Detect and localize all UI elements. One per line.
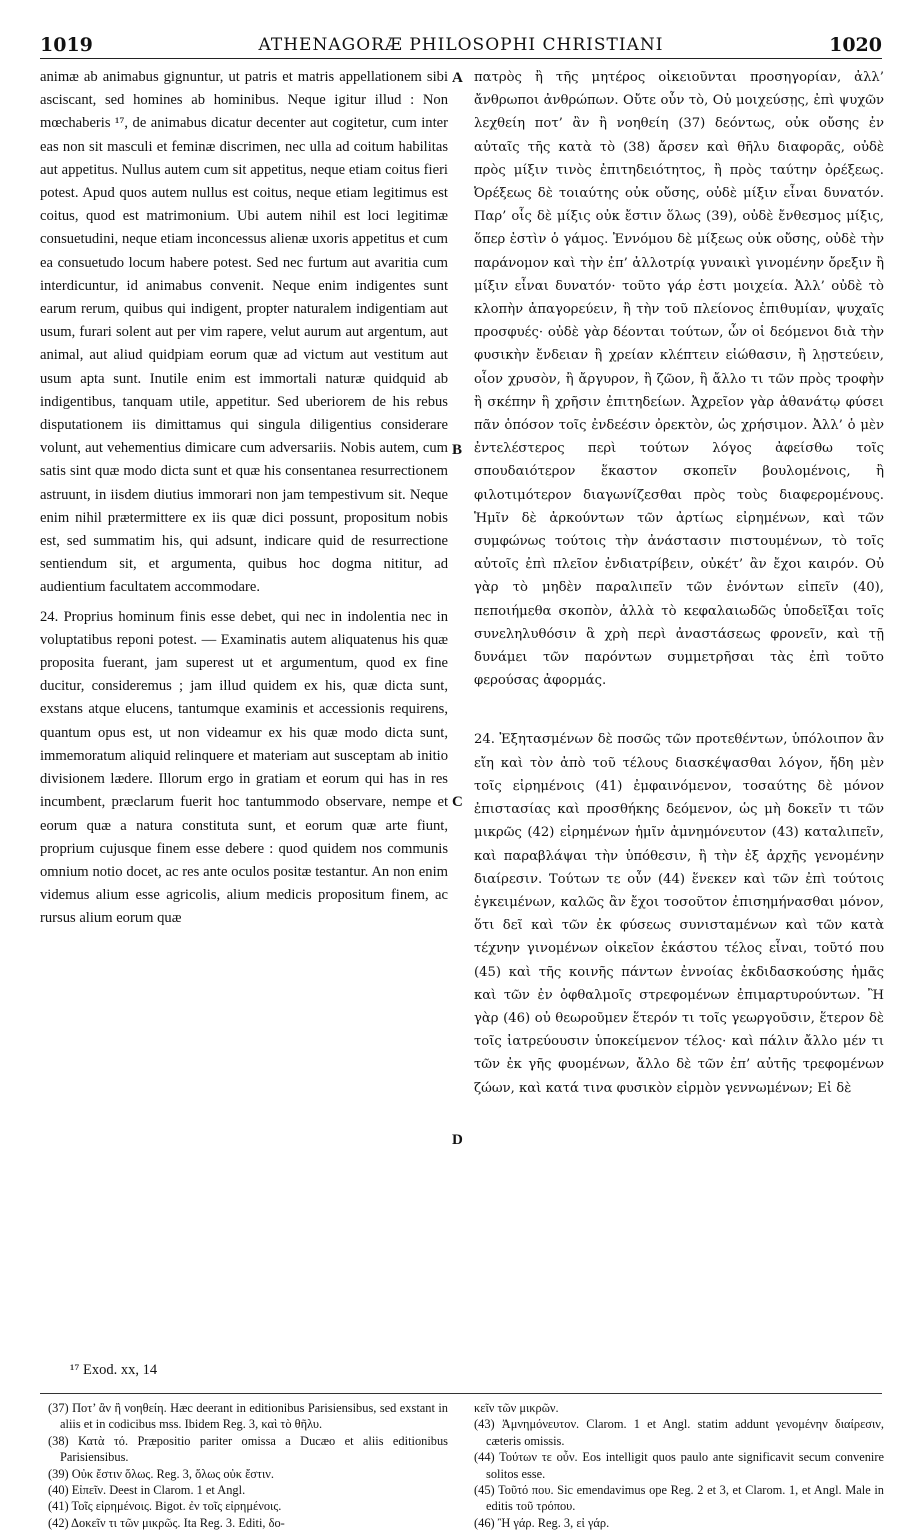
scripture-footnote: ¹⁷ Exod. xx, 14 xyxy=(70,1362,158,1378)
notes-divider xyxy=(40,1393,882,1394)
note-40: (40) Εἰπεῖν. Deest in Clarom. 1 et Angl. xyxy=(48,1483,246,1498)
margin-marker-b: B xyxy=(452,442,463,458)
note-42-continued: κεῖν τῶν μικρῶν. xyxy=(474,1401,559,1415)
note-42: (42) Δοκεῖν τι τῶν μικρῶς. Ita Reg. 3. Editi, δο- xyxy=(48,1515,285,1530)
running-title: ATHENAGORÆ PHILOSOPHI CHRISTIANI xyxy=(258,35,664,55)
greek-paragraph-1: πατρὸς ἢ τῆς μητέρος οἰκειοῦνται προσηγορίαν, ἀλλ’ ἄνθρωποι ἀνθρώπων. Οὔτε οὖν τὸ, Οὐ μοιχεύσῃς, ἐπὶ ψυχῶν λεχθείη ποτ’ ἂν ἢ νοηθείη (37) δεόντως, οὐκ οὔσης ἐν αὐταῖς τῆς κατὰ τὸ (38) ἄρσεν καὶ θῆλυ διαφορᾶς, οὐδὲ πρὸς μίξιν τινὸς ἐπιτηδειότητος, ἢ πρὸς ταύτην ὀρέξεως. Ὀρέξεως δὲ τοιαύτης οὐκ οὔσης, οὐδὲ μίξιν εἶναι δυνατόν. Παρ’ οἷς δὲ μίξις οὐκ ἔστιν ὅλως (39), οὐδὲ ἔνθεσμος μίξις, ὅπερ ἐστὶν ὁ γάμος. Ἐννόμου δὲ μίξεως οὐκ οὔσης, οὐδὲ τὴν παράνομον καὶ τὴν ἐπ’ ἀλλοτρίᾳ γυναικὶ γινομένην ὄρεξιν ἢ μίξιν εἶναι δυνατόν· τοῦτο γάρ ἐστι μοιχεία. Ἀλλ’ οὐδὲ τὸ κλοπὴν ἀπαγορεύειν, ἢ τὴν τοῦ πλείονος ἐπιθυμίαν, ψυχαῖς προσφυές· οὐδὲ γὰρ δέονται τούτων, ὧν οἱ δεόμενοι διὰ τὴν φυσικὴν ἔνδειαν ἢ χρείαν κλέπτειν εἰώθασιν, ἢ λῃστεύειν, οἷον χρυσὸν, ἢ ἄργυρον, ἢ ζῶον, ἢ ἄλλο τι τῶν πρὸς τροφὴν ἢ σκέπην ἢ χρῆσιν ἐπιτηδείων. Ἀχρεῖον γὰρ ἀθανάτῳ φύσει πᾶν ὁπόσον τοῖς ἐνδεέσιν ὀρεκτὸν, ὡς χρήσιμον. Ἀλλ’ ὁ μὲν ἐντελέστερος περὶ τούτων λόγος ἀφείσθω τοῖς σπουδαιότερον ἕκαστον σκοπεῖν βουλομένοις, ἢ φιλοτιμότερον διαγωνίζεσθαι πρὸς τοὺς διαφερομένους. Ἡμῖν δὲ ἀρκούντων τῶν ἀρτίως εἰρημένων, καὶ τῶν συμφώνως τούτοις τὴν ἀνάστασιν πιστουμένων, τὸ τοῖς αὐτοῖς ἐπὶ πλεῖον ἐνδιατρίβειν, οὐκέτ’ ἂν ἔχοι καιρόν. Οὐ γὰρ τὸ μηδὲν παραλιπεῖν τῶν ἐνόντων εἰπεῖν (40), πεποιήμεθα σκοπὸν, ἀλλὰ τὸ κεφαλαιωδῶς ὑποδεῖξαι τοῖς συνεληλυθόσιν ἃ χρὴ περὶ ἀναστάσεως φρονεῖν, καὶ τῇ δυνάμει τῶν παρόντων συμμετρῆσαι τὰς ἐπὶ τοῦτο φερούσας ἀφορμάς. xyxy=(474,70,884,689)
note-41: (41) Τοῖς εἰρημένοις. Bigot. ἐν τοῖς εἰρημένοις. xyxy=(48,1499,282,1514)
greek-column xyxy=(474,66,884,1358)
note-43: (43) Ἀμνημόνευτον. Clarom. 1 et Angl. statim addunt γενομένην διαίρεσιν, cæteris omissis. xyxy=(474,1417,884,1448)
latin-paragraph-1: animæ ab animabus gignuntur, ut patris et matris appellationem sibi asciscant, sed homines ab hominibus. Neque igitur illud : Non mœchaberis ¹⁷, de animabus dicatur decenter aut cogitetur, cum inter eas non sit masculi et feminæ discrimen, nec ulla ad coitum habilitas aut appetitus. Nullus autem cum sit appetitus, neque etiam coitus fieri potest. Apud quos autem nullus est coitus, neque etiam legitimus est coitus, quod est matrimonium. Ubi autem nihil est loci legitimæ consuetudini, neque etiam inconcessus alienæ uxoris appetitus et cum ea consuetudo locum habere potest. Sed nec furtum aut avaritia cum interdicuntur, id animabus convenit. Neque enim indigentes sunt earum rerum, quibus qui indigent, propter naturalem indigentiam aut usum, furari solent aut per vim rapere, velut aurum aut argentum, aut animal, aut aliud quidpiam eorum quæ ad victum aut vestitum aut usum apta sunt. Inutile enim est immortali naturæ quidquid ab indigentibus, tanquam utile, appetitur. Sed uberiorem de his rebus disputationem iis dimittamus qui singula diligentius considerare volunt, aut vehementius dimicare cum adversariis. Nobis autem, cum satis sint quæ modo dicta sunt et quæ his consentanea resurrectionem astruunt, in iisdem diutius immorari non jam tempestivum sit. Neque enim nihil prætermittere ex iis quæ dici possunt, propositum nobis est, sed summatim his, qui adsunt, indicare quid de resurrectione sentiendum sit, et argumenta, quibus hoc dogma nititur, ad audientium facultatem accommodare. xyxy=(40,69,448,596)
paragraph-gap xyxy=(474,698,884,728)
note-38: (38) Κατὰ τό. Præpositio pariter omissa a Ducæo et aliis editionibus Parisiensibus. xyxy=(48,1433,448,1465)
right-page-number: 1020 xyxy=(829,34,882,56)
margin-marker-a: A xyxy=(452,70,463,86)
margin-marker-c: C xyxy=(452,794,463,810)
note-44: (44) Τούτων τε οὖν. Eos intelligit quos paulo ante significavit secum convenire solitos esse. xyxy=(474,1450,884,1481)
left-page-number: 1019 xyxy=(40,34,93,56)
notes-left-column xyxy=(48,1400,448,1530)
greek-paragraph-2: 24. Ἐξητασμένων δὲ ποσῶς τῶν προτεθέντων, ὑπόλοιπον ἂν εἴη καὶ τὸν ἀπὸ τοῦ τέλους διασκέψασθαι λόγον, ἤδη μὲν τοῖς εἰρημένοις (41) ἐμφαινόμενον, τοσαύτης δὲ μόνον ἐπιστασίας καὶ προσθήκης δεόμενον, ὡς μὴ δοκεῖν τι τῶν μικρῶς (42) εἰρημένων ἡμῖν ἀμνημόνευτον (43) καταλιπεῖν, καὶ παραβλάψαι τὴν ὑπόθεσιν, ἢ τὴν ἐξ ἀρχῆς γενομένην διαίρεσιν. Τούτων τε οὖν (44) ἕνεκεν καὶ τῶν ἐπὶ τούτοις ἐγκειμένων, καλῶς ἂν ἔχοι τοσοῦτον ἐπισημήνασθαι μόνον, ὅτι δεῖ καὶ τῶν ἐκ φύσεως συνισταμένων καὶ τῶν κατὰ τέχνην γινομένων οἰκεῖον ἑκάστου τέλος εἶναι, τοῦτό που (45) καὶ τῆς κοινῆς πάντων ἐννοίας ἐκδιδασκούσης ἡμᾶς καὶ τῶν ἐν ὀφθαλμοῖς στρεφομένων ἐπιμαρτυρούντων. Ἢ γὰρ (46) οὐ θεωροῦμεν ἕτερόν τι τοῖς γεωργοῦσιν, ἕτερον δὲ τοῖς ἰατρεύουσιν ὑποκείμενον τέλος· καὶ πάλιν ἄλλο μέν τι τῶν ἐκ γῆς φυομένων, ἄλλο δὲ τῶν ἐπ’ αὐτῆς τρεφομένων ζώων, καὶ κατά τινα φυσικὸν εἱρμὸν γεννωμένων; Εἰ δὲ xyxy=(474,732,884,1096)
latin-column xyxy=(40,66,448,1358)
latin-paragraph-2: 24. Proprius hominum finis esse debet, qui nec in indolentia nec in voluptatibus reponi potest. — Examinatis autem aliquatenus his quæ proposita fuerant, jam superest ut et argumentum, quod ex fine ducitur, consideremus ; jam illud quidem ex his, quæ dicta sunt, exstans atque elucens, tantumque examinis et accessionis requirens, quantum opus est, ut non videamur ex his quæ modo dicta sunt, immemoratum aliquid relinquere et materiam aut susceptam ab initio divisionem lædere. Illorum ergo in gratiam et eorum qui has in res incumbent, præclarum fuerit hoc tantummodo observare, nempe et eorum quæ a natura constituta sunt, et eorum quæ arte fiunt, proprium cujusque finem esse debere : quod quidem nos communis omnium notio docet, ac res ante oculos positæ testantur. An non enim videmus alium esse agricolis, alium medicis propositum finem, ac rursus alium eorum quæ xyxy=(40,608,448,927)
note-39: (39) Οὐκ ἔστιν ὅλως. Reg. 3, ὅλως οὐκ ἔστιν. xyxy=(48,1466,274,1481)
note-45: (45) Τοῦτό που. Sic emendavimus ope Reg. 2 et 3, et Clarom. 1, et Angl. Male in editis τοῦ τρόπου. xyxy=(474,1483,884,1514)
note-46: (46) Ἢ γάρ. Reg. 3, εἰ γάρ. xyxy=(474,1515,610,1530)
page-header xyxy=(40,32,882,59)
note-37: (37) Ποτ’ ἂν ἢ νοηθείη. Hæc deerant in editionibus Parisiensibus, sed exstant in aliis et in codicibus mss. Ibidem Reg. 3, καὶ τὸ θῆλυ. xyxy=(48,1401,448,1432)
notes-right-column xyxy=(474,1400,884,1530)
margin-marker-d: D xyxy=(452,1132,463,1148)
